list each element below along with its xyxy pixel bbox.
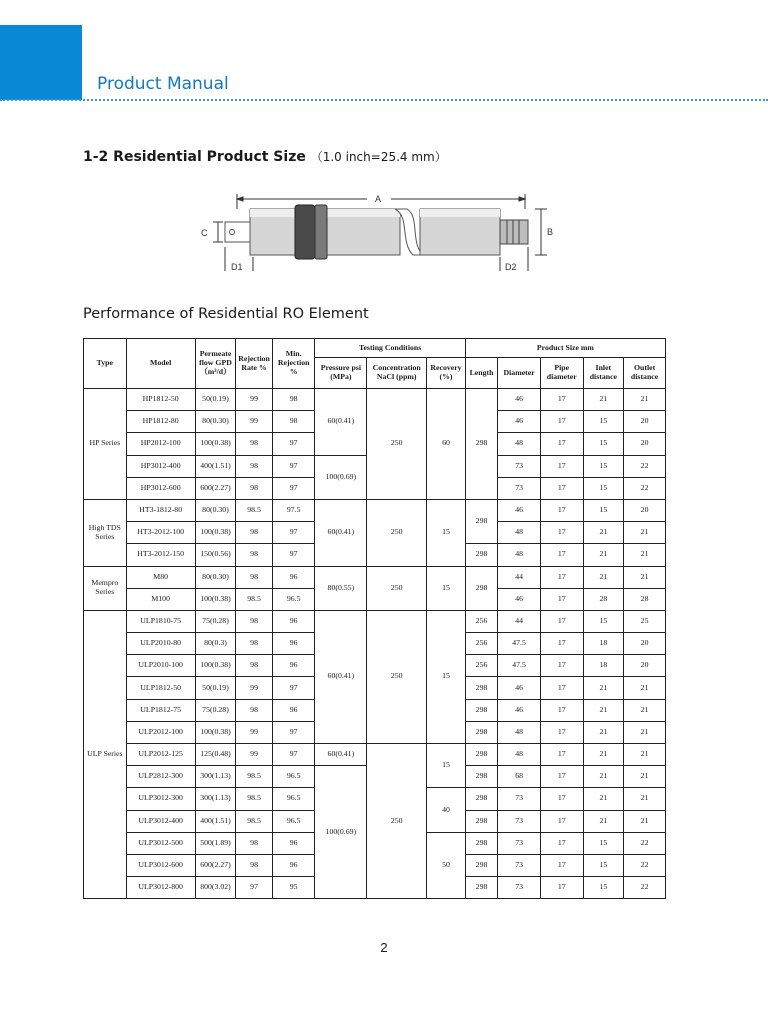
model-cell: HP3012-600 (126, 477, 195, 499)
inlet-cell: 15 (583, 610, 624, 632)
model-cell: ULP1810-75 (126, 610, 195, 632)
length-cell: 256 (465, 655, 497, 677)
rejection-cell: 98 (236, 854, 273, 876)
inlet-cell: 15 (583, 455, 624, 477)
inlet-cell: 21 (583, 522, 624, 544)
diameter-cell: 44 (498, 610, 541, 632)
inlet-cell: 15 (583, 832, 624, 854)
inlet-cell: 15 (583, 854, 624, 876)
diameter-cell: 46 (498, 677, 541, 699)
outlet-cell: 28 (624, 588, 666, 610)
outlet-cell: 21 (624, 566, 666, 588)
rejection-cell: 99 (236, 744, 273, 766)
inlet-cell: 15 (583, 477, 624, 499)
outlet-cell: 21 (624, 810, 666, 832)
model-cell: HT3-2012-100 (126, 522, 195, 544)
pipe-cell: 17 (540, 588, 583, 610)
min-rejection-cell: 97 (272, 544, 315, 566)
length-cell: 298 (465, 566, 497, 610)
inlet-cell: 28 (583, 588, 624, 610)
rejection-cell: 98.5 (236, 766, 273, 788)
inlet-cell: 15 (583, 877, 624, 899)
header-color-block (0, 25, 82, 100)
rejection-cell: 99 (236, 389, 273, 411)
min-rejection-cell: 96.5 (272, 766, 315, 788)
diameter-cell: 73 (498, 788, 541, 810)
diameter-cell: 47.5 (498, 655, 541, 677)
diameter-cell: 48 (498, 433, 541, 455)
length-cell: 298 (465, 677, 497, 699)
flow-cell: 50(0.19) (195, 677, 236, 699)
length-cell: 298 (465, 766, 497, 788)
pipe-cell: 17 (540, 744, 583, 766)
flow-cell: 150(0.56) (195, 544, 236, 566)
recovery-cell: 50 (427, 832, 466, 899)
outlet-cell: 22 (624, 477, 666, 499)
model-cell: ULP3012-300 (126, 788, 195, 810)
model-cell: HT3-2012-150 (126, 544, 195, 566)
outlet-cell: 21 (624, 721, 666, 743)
rejection-cell: 99 (236, 721, 273, 743)
pressure-cell: 60(0.41) (315, 610, 367, 743)
section-title (83, 148, 447, 165)
rejection-cell: 98.5 (236, 788, 273, 810)
flow-cell: 75(0.28) (195, 699, 236, 721)
length-cell: 298 (465, 699, 497, 721)
pipe-cell: 17 (540, 854, 583, 876)
outlet-cell: 21 (624, 788, 666, 810)
min-rejection-cell: 97 (272, 744, 315, 766)
dim-label-d2: D2 (505, 262, 517, 272)
col-header-concentration: Concentration NaCl (ppm) (367, 358, 427, 389)
diameter-cell: 46 (498, 699, 541, 721)
col-header-min-rejection: Min. Rejection % (272, 339, 315, 389)
pipe-cell: 17 (540, 633, 583, 655)
rejection-cell: 98 (236, 633, 273, 655)
length-cell: 298 (465, 832, 497, 854)
type-cell: HP Series (84, 389, 127, 500)
outlet-cell: 20 (624, 433, 666, 455)
pipe-cell: 17 (540, 477, 583, 499)
rejection-cell: 98 (236, 566, 273, 588)
outlet-cell: 22 (624, 854, 666, 876)
flow-cell: 100(0.38) (195, 588, 236, 610)
rejection-cell: 98 (236, 455, 273, 477)
dim-label-a: A (375, 194, 382, 204)
model-cell: HP1812-50 (126, 389, 195, 411)
pressure-cell: 60(0.41) (315, 499, 367, 566)
col-header-permeate: Permeate flow GPD（m³/d） (195, 339, 236, 389)
rejection-cell: 98 (236, 832, 273, 854)
min-rejection-cell: 98 (272, 389, 315, 411)
pressure-cell: 80(0.55) (315, 566, 367, 610)
table-row (84, 610, 666, 632)
diameter-cell: 73 (498, 832, 541, 854)
pipe-cell: 17 (540, 610, 583, 632)
col-header-type: Type (84, 339, 127, 389)
length-cell: 298 (465, 744, 497, 766)
diameter-cell: 46 (498, 499, 541, 521)
col-header-recovery: Recovery (%) (427, 358, 466, 389)
min-rejection-cell: 96.5 (272, 788, 315, 810)
min-rejection-cell: 97 (272, 522, 315, 544)
table-title: Performance of Residential RO Element (83, 306, 369, 322)
pipe-cell: 17 (540, 566, 583, 588)
model-cell: HP3012-400 (126, 455, 195, 477)
outlet-cell: 20 (624, 499, 666, 521)
inlet-cell: 21 (583, 744, 624, 766)
inlet-cell: 18 (583, 655, 624, 677)
model-cell: ULP3012-400 (126, 810, 195, 832)
pressure-cell: 100(0.69) (315, 455, 367, 499)
min-rejection-cell: 95 (272, 877, 315, 899)
section-unit-note: （1.0 inch=25.4 mm） (310, 150, 447, 164)
pipe-cell: 17 (540, 522, 583, 544)
rejection-cell: 97 (236, 877, 273, 899)
model-cell: HT3-1812-80 (126, 499, 195, 521)
concentration-cell: 250 (367, 610, 427, 743)
rejection-cell: 98 (236, 522, 273, 544)
pipe-cell: 17 (540, 832, 583, 854)
flow-cell: 125(0.48) (195, 744, 236, 766)
flow-cell: 800(3.02) (195, 877, 236, 899)
col-header-testing: Testing Conditions (315, 339, 465, 358)
length-cell: 298 (465, 499, 497, 543)
pipe-cell: 17 (540, 788, 583, 810)
diameter-cell: 73 (498, 854, 541, 876)
length-cell: 298 (465, 389, 497, 500)
min-rejection-cell: 96 (272, 633, 315, 655)
flow-cell: 80(0.30) (195, 566, 236, 588)
pressure-cell: 100(0.69) (315, 766, 367, 899)
header-divider (0, 99, 768, 101)
col-header-pressure: Pressure psi (MPa) (315, 358, 367, 389)
outlet-cell: 21 (624, 677, 666, 699)
col-header-rejection: Rejection Rate % (236, 339, 273, 389)
diameter-cell: 48 (498, 721, 541, 743)
diameter-cell: 73 (498, 455, 541, 477)
rejection-cell: 98 (236, 544, 273, 566)
inlet-cell: 21 (583, 699, 624, 721)
flow-cell: 50(0.19) (195, 389, 236, 411)
concentration-cell: 250 (367, 566, 427, 610)
outlet-cell: 21 (624, 544, 666, 566)
min-rejection-cell: 96.5 (272, 588, 315, 610)
min-rejection-cell: 97 (272, 677, 315, 699)
inlet-cell: 21 (583, 544, 624, 566)
model-cell: ULP2010-80 (126, 633, 195, 655)
col-header-pipe: Pipe diameter (540, 358, 583, 389)
concentration-cell: 250 (367, 389, 427, 500)
length-cell: 256 (465, 610, 497, 632)
recovery-cell: 40 (427, 788, 466, 832)
concentration-cell: 250 (367, 744, 427, 899)
inlet-cell: 21 (583, 810, 624, 832)
table-row (84, 744, 666, 766)
flow-cell: 400(1.51) (195, 455, 236, 477)
inlet-cell: 21 (583, 389, 624, 411)
diameter-cell: 73 (498, 877, 541, 899)
diameter-cell: 73 (498, 477, 541, 499)
pipe-cell: 17 (540, 455, 583, 477)
section-title-text: 1-2 Residential Product Size (83, 149, 306, 165)
model-cell: ULP2010-100 (126, 655, 195, 677)
diameter-cell: 44 (498, 566, 541, 588)
rejection-cell: 98 (236, 433, 273, 455)
model-cell: ULP3012-500 (126, 832, 195, 854)
col-header-outlet: Outlet distance (624, 358, 666, 389)
col-header-product-size: Product Size mm (465, 339, 665, 358)
rejection-cell: 98 (236, 655, 273, 677)
flow-cell: 300(1.13) (195, 766, 236, 788)
pressure-cell: 60(0.41) (315, 389, 367, 456)
flow-cell: 300(1.13) (195, 788, 236, 810)
min-rejection-cell: 97.5 (272, 499, 315, 521)
rejection-cell: 99 (236, 677, 273, 699)
min-rejection-cell: 97 (272, 433, 315, 455)
pipe-cell: 17 (540, 411, 583, 433)
recovery-cell: 60 (427, 389, 466, 500)
outlet-cell: 21 (624, 744, 666, 766)
rejection-cell: 98.5 (236, 810, 273, 832)
inlet-cell: 21 (583, 766, 624, 788)
pipe-cell: 17 (540, 544, 583, 566)
model-cell: ULP1812-50 (126, 677, 195, 699)
model-cell: ULP1812-75 (126, 699, 195, 721)
diameter-cell: 48 (498, 744, 541, 766)
pipe-cell: 17 (540, 699, 583, 721)
diameter-cell: 48 (498, 522, 541, 544)
outlet-cell: 21 (624, 699, 666, 721)
flow-cell: 100(0.38) (195, 433, 236, 455)
flow-cell: 600(2.27) (195, 854, 236, 876)
model-cell: ULP2812-300 (126, 766, 195, 788)
length-cell: 298 (465, 877, 497, 899)
rejection-cell: 98 (236, 477, 273, 499)
flow-cell: 400(1.51) (195, 810, 236, 832)
dim-label-b: B (547, 227, 554, 237)
rejection-cell: 98.5 (236, 588, 273, 610)
performance-table (83, 338, 666, 899)
inlet-cell: 21 (583, 788, 624, 810)
length-cell: 298 (465, 721, 497, 743)
model-cell: M100 (126, 588, 195, 610)
model-cell: M80 (126, 566, 195, 588)
outlet-cell: 21 (624, 389, 666, 411)
length-cell: 256 (465, 633, 497, 655)
outlet-cell: 22 (624, 877, 666, 899)
outlet-cell: 20 (624, 411, 666, 433)
model-cell: ULP2012-100 (126, 721, 195, 743)
diameter-cell: 47.5 (498, 633, 541, 655)
recovery-cell: 15 (427, 566, 466, 610)
min-rejection-cell: 96 (272, 566, 315, 588)
flow-cell: 75(0.28) (195, 610, 236, 632)
table-header-row (84, 339, 666, 358)
col-header-inlet: Inlet distance (583, 358, 624, 389)
inlet-cell: 21 (583, 721, 624, 743)
diameter-cell: 46 (498, 389, 541, 411)
type-cell: Mempro Series (84, 566, 127, 610)
outlet-cell: 22 (624, 832, 666, 854)
min-rejection-cell: 96.5 (272, 810, 315, 832)
outlet-cell: 20 (624, 633, 666, 655)
header-title: Product Manual (97, 74, 229, 94)
min-rejection-cell: 97 (272, 455, 315, 477)
page-number: 2 (380, 940, 388, 955)
outlet-cell: 25 (624, 610, 666, 632)
concentration-cell: 250 (367, 499, 427, 566)
pipe-cell: 17 (540, 677, 583, 699)
length-cell: 298 (465, 788, 497, 810)
rejection-cell: 98 (236, 699, 273, 721)
flow-cell: 600(2.27) (195, 477, 236, 499)
ro-element-diagram (195, 187, 565, 277)
flow-cell: 100(0.38) (195, 721, 236, 743)
length-cell: 298 (465, 544, 497, 566)
rejection-cell: 98 (236, 610, 273, 632)
min-rejection-cell: 96 (272, 610, 315, 632)
outlet-cell: 21 (624, 522, 666, 544)
outlet-cell: 22 (624, 455, 666, 477)
inlet-cell: 15 (583, 499, 624, 521)
rejection-cell: 99 (236, 411, 273, 433)
flow-cell: 80(0.30) (195, 499, 236, 521)
table-row (84, 499, 666, 521)
dim-label-d1: D1 (231, 262, 243, 272)
diameter-cell: 46 (498, 588, 541, 610)
min-rejection-cell: 97 (272, 721, 315, 743)
model-cell: ULP3012-600 (126, 854, 195, 876)
pipe-cell: 17 (540, 499, 583, 521)
pipe-cell: 17 (540, 389, 583, 411)
dim-label-c: C (201, 228, 208, 238)
min-rejection-cell: 96 (272, 832, 315, 854)
diameter-cell: 48 (498, 544, 541, 566)
diameter-cell: 46 (498, 411, 541, 433)
inlet-cell: 21 (583, 566, 624, 588)
min-rejection-cell: 96 (272, 655, 315, 677)
recovery-cell: 15 (427, 610, 466, 743)
min-rejection-cell: 96 (272, 854, 315, 876)
diameter-cell: 73 (498, 810, 541, 832)
min-rejection-cell: 96 (272, 699, 315, 721)
min-rejection-cell: 97 (272, 477, 315, 499)
length-cell: 298 (465, 810, 497, 832)
inlet-cell: 15 (583, 433, 624, 455)
flow-cell: 500(1.89) (195, 832, 236, 854)
model-cell: HP1812-80 (126, 411, 195, 433)
recovery-cell: 15 (427, 744, 466, 788)
col-header-diameter: Diameter (498, 358, 541, 389)
model-cell: HP2012-100 (126, 433, 195, 455)
outlet-cell: 21 (624, 766, 666, 788)
inlet-cell: 21 (583, 677, 624, 699)
pipe-cell: 17 (540, 877, 583, 899)
col-header-length: Length (465, 358, 497, 389)
rejection-cell: 98.5 (236, 499, 273, 521)
table-row (84, 389, 666, 411)
pipe-cell: 17 (540, 721, 583, 743)
diameter-cell: 68 (498, 766, 541, 788)
inlet-cell: 15 (583, 411, 624, 433)
pressure-cell: 60(0.41) (315, 744, 367, 766)
type-cell: ULP Series (84, 610, 127, 898)
outlet-cell: 20 (624, 655, 666, 677)
flow-cell: 80(0.3) (195, 633, 236, 655)
flow-cell: 100(0.38) (195, 522, 236, 544)
flow-cell: 80(0.30) (195, 411, 236, 433)
table-row (84, 566, 666, 588)
model-cell: ULP3012-800 (126, 877, 195, 899)
pipe-cell: 17 (540, 433, 583, 455)
pipe-cell: 17 (540, 655, 583, 677)
min-rejection-cell: 98 (272, 411, 315, 433)
pipe-cell: 17 (540, 766, 583, 788)
type-cell: High TDS Series (84, 499, 127, 566)
pipe-cell: 17 (540, 810, 583, 832)
length-cell: 298 (465, 854, 497, 876)
col-header-model: Model (126, 339, 195, 389)
model-cell: ULP2012-125 (126, 744, 195, 766)
flow-cell: 100(0.38) (195, 655, 236, 677)
recovery-cell: 15 (427, 499, 466, 566)
inlet-cell: 18 (583, 633, 624, 655)
